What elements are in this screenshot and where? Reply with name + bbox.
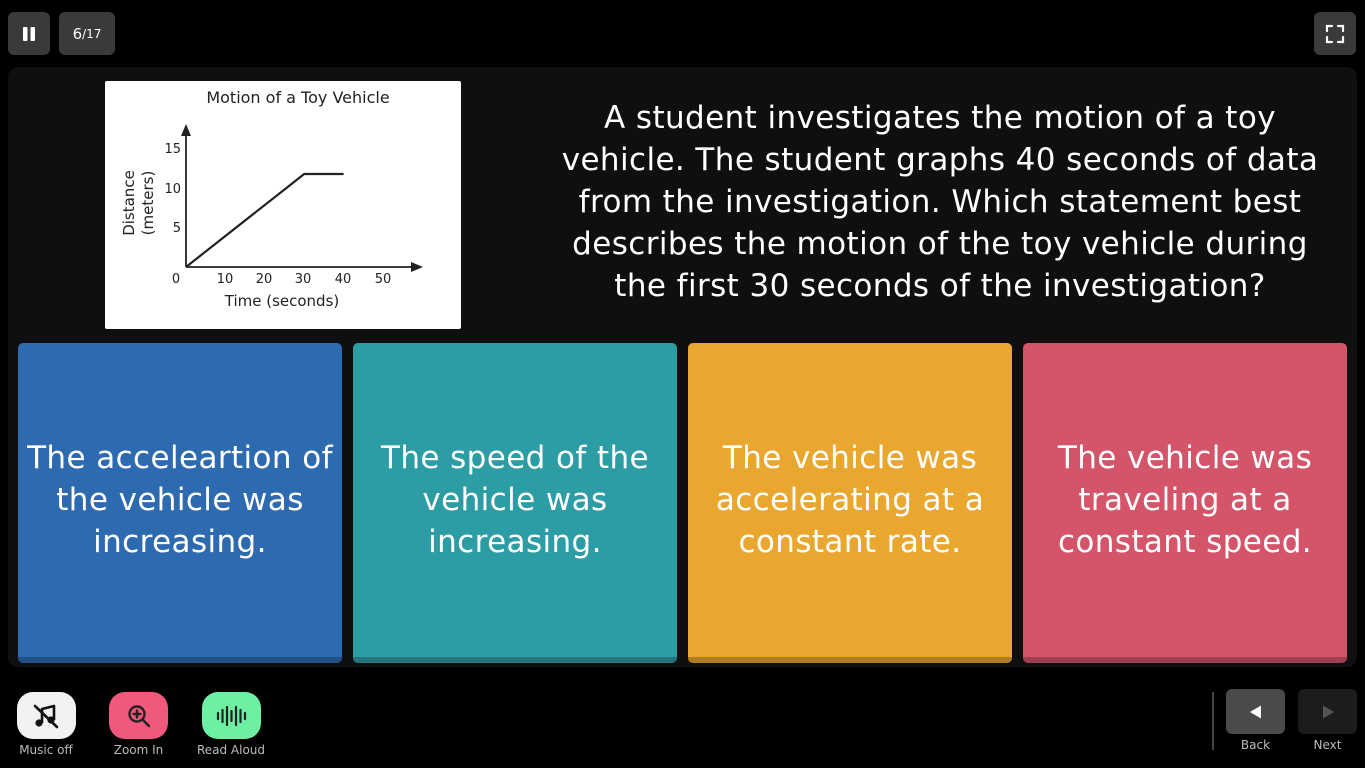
counter-total: /17 [82,26,102,41]
answer-option-3[interactable]: The vehicle was accelerating at a constant rate. [688,343,1012,663]
y-tick-label: 15 [164,142,181,157]
x-tick-label: 30 [294,272,312,287]
x-tick-label: 10 [216,272,234,287]
fullscreen-icon [1325,24,1345,44]
read-aloud-label: Read Aloud [196,743,266,757]
back-button[interactable] [1226,689,1285,752]
x-tick-label: 0 [171,272,181,287]
music-toggle[interactable] [16,692,76,757]
next-button[interactable] [1298,689,1357,752]
x-tick-label: 40 [334,272,352,287]
pause-button[interactable] [8,12,50,55]
question-image [105,81,461,329]
motion-chart [105,81,461,329]
x-tick-label: 50 [374,272,392,287]
read-aloud-tool[interactable] [196,692,266,757]
back-arrow-icon [1248,704,1264,720]
y-tick-label: 5 [172,221,181,236]
back-label: Back [1240,738,1271,752]
next-arrow-icon [1320,704,1336,720]
answer-options [18,343,1347,663]
y-tick-label: 10 [164,182,181,197]
y-axis-label-line1: Distance [120,170,138,236]
answer-option-4[interactable]: The vehicle was traveling at a constant speed. [1023,343,1347,663]
next-button-box[interactable] [1298,689,1357,734]
back-button-box[interactable] [1226,689,1285,734]
pause-icon [21,26,37,42]
music-off-icon [31,701,61,731]
chart-title: Motion of a Toy Vehicle [206,88,390,107]
y-axis-arrow [181,124,191,136]
read-aloud-button[interactable] [202,692,261,739]
x-tick-label: 20 [255,272,273,287]
x-axis-label: Time (seconds) [224,292,340,310]
y-axis-label-line2: (meters) [139,170,157,236]
counter-current: 6 [72,24,83,43]
music-label: Music off [19,743,73,757]
distance-series-line [186,174,344,267]
zoom-in-icon [126,703,152,729]
question-counter [59,12,115,55]
question-panel [8,67,1357,667]
zoom-in-button[interactable] [109,692,168,739]
question-text: A student investigates the motion of a toy vehicle. The student graphs 40 seconds of data from the investigation. Which statement best describes the motion of the toy vehicle during the first 30 seconds of the investigation? [561,100,1319,304]
fullscreen-button[interactable] [1314,12,1356,55]
soundwave-icon [215,704,247,728]
music-off-button[interactable] [17,692,76,739]
zoom-tool[interactable] [104,692,173,757]
zoom-label: Zoom In [113,743,164,757]
next-label: Next [1313,738,1342,752]
answer-option-1[interactable]: The acceleartion of the vehicle was increasing. [18,343,342,663]
nav-divider [1212,692,1214,750]
x-axis-arrow [411,262,423,272]
answer-option-2[interactable]: The speed of the vehicle was increasing. [353,343,677,663]
